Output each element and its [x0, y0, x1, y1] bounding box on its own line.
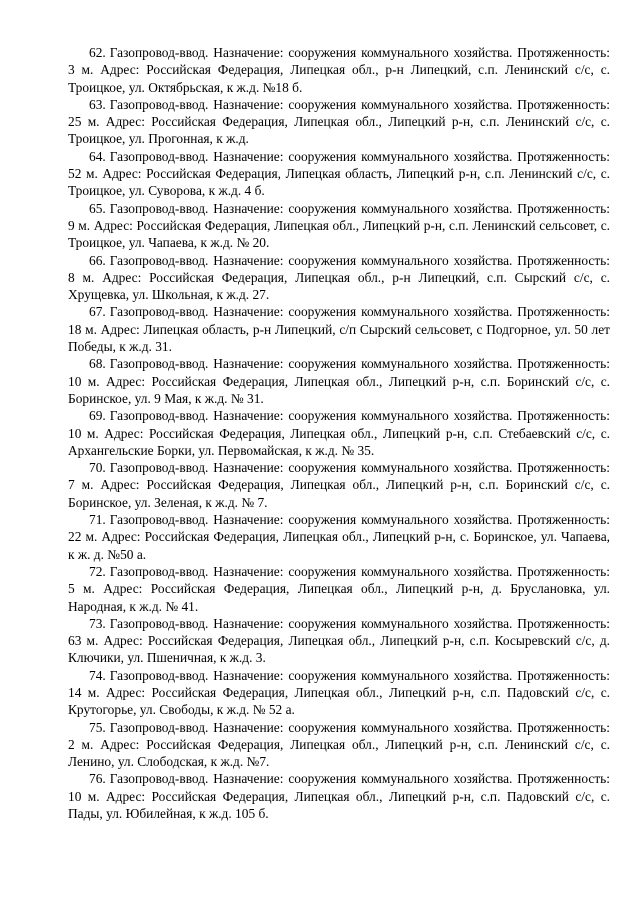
item-text: Газопровод-ввод. Назначение: сооружения коммунального хозяйства. Протяженность: 22 м. Адрес: Российская Федерация, Липецкая обл., Липецкий р-н, с. Боринское, ул. Чапаева, к ж. д. №50 а. [68, 512, 610, 562]
item-text: Газопровод-ввод. Назначение: сооружения коммунального хозяйства. Протяженность: 10 м. Адрес: Российская Федерация, Липецкая обл., Липецкий р-н, с.п. Боринский с/с, с. Боринское, ул. 9 Мая, к ж.д. № 31. [68, 356, 610, 406]
item-number: 72. [89, 563, 106, 579]
item-number: 68. [89, 356, 106, 372]
list-item [68, 200, 610, 252]
list-item [68, 303, 610, 355]
item-text: Газопровод-ввод. Назначение: сооружения коммунального хозяйства. Протяженность: 10 м. Адрес: Российская Федерация, Липецкая обл., Липецкий р-н, с.п. Падовский с/с, с. Пады, ул. Юбилейная, к ж.д. 105 б. [68, 771, 610, 822]
item-text: Газопровод-ввод. Назначение: сооружения коммунального хозяйства. Протяженность: 7 м. Адрес: Российская Федерация, Липецкая обл., Липецкий р-н, с.п. Боринский с/с, с. Боринское, ул. Зеленая, к ж.д. № 7. [68, 460, 610, 510]
list-item [68, 667, 610, 719]
item-number: 76. [89, 771, 106, 787]
list-item [68, 459, 610, 511]
list-item [68, 96, 610, 148]
item-text: Газопровод-ввод. Назначение: сооружения коммунального хозяйства. Протяженность: 9 м. Адрес: Российская Федерация, Липецкая обл., Липецкий р-н, с.п. Ленинский сельсовет, с. Троицкое, ул. Чапаева, к ж.д. № 20. [68, 200, 610, 251]
list-item [68, 44, 610, 96]
item-text: Газопровод-ввод. Назначение: сооружения коммунального хозяйства. Протяженность: 25 м. Адрес: Российская Федерация, Липецкая обл., Липецкий р-н, с.п. Ленинский с/с, с. Троицкое, ул. Прогонная, к ж.д. [68, 96, 610, 147]
list-item [68, 511, 610, 563]
item-number: 64. [89, 148, 106, 164]
item-number: 70. [89, 460, 106, 476]
list-item [68, 355, 610, 407]
item-text: Газопровод-ввод. Назначение: сооружения коммунального хозяйства. Протяженность: 52 м. Адрес: Российская Федерация, Липецкая область, Липецкий р-н, с.п. Ленинский с/с, с. Троицкое, ул. Суворова, к ж.д. 4 б. [68, 148, 610, 199]
item-text: Газопровод-ввод. Назначение: сооружения коммунального хозяйства. Протяженность: 18 м. Адрес: Липецкая область, р-н Липецкий, с/п Сырский сельсовет, с Подгорное, ул. 50 лет Победы, к ж.д. 31. [68, 304, 610, 355]
item-number: 74. [89, 667, 106, 683]
item-text: Газопровод-ввод. Назначение: сооружения коммунального хозяйства. Протяженность: 14 м. Адрес: Российская Федерация, Липецкая обл., Липецкий р-н, с.п. Падовский с/с, с. Крутогорье, ул. Свободы, к ж.д. № 52 а. [68, 667, 610, 718]
item-text: Газопровод-ввод. Назначение: сооружения коммунального хозяйства. Протяженность: 10 м. Адрес: Российская Федерация, Липецкая обл., Липецкий р-н, с.п. Стебаевский с/с, с. Архангельские Борки, ул. Первомайская, к ж.д. № 35. [68, 408, 610, 458]
item-text: Газопровод-ввод. Назначение: сооружения коммунального хозяйства. Протяженность: 3 м. Адрес: Российская Федерация, Липецкая обл., р-н Липецкий, с.п. Ленинский с/с, с. Троицкое, ул. Октябрьская, к ж.д. №18 б. [68, 45, 610, 95]
list-item [68, 770, 610, 822]
item-number: 75. [89, 719, 106, 735]
list-item [68, 148, 610, 200]
item-number: 69. [89, 408, 106, 424]
item-text: Газопровод-ввод. Назначение: сооружения коммунального хозяйства. Протяженность: 2 м. Адрес: Российская Федерация, Липецкая обл., Липецкий р-н, с.п. Ленинский с/с, с. Ленино, ул. Слободская, к ж.д. №7. [68, 719, 610, 770]
item-number: 63. [89, 96, 106, 112]
item-text: Газопровод-ввод. Назначение: сооружения коммунального хозяйства. Протяженность: 63 м. Адрес: Российская Федерация, Липецкая обл., Липецкий р-н, с.п. Косыревский с/с, д. Ключики, ул. Пшеничная, к ж.д. 3. [68, 615, 610, 666]
list-item [68, 563, 610, 615]
item-number: 71. [89, 512, 106, 528]
item-text: Газопровод-ввод. Назначение: сооружения коммунального хозяйства. Протяженность: 8 м. Адрес: Российская Федерация, Липецкая обл., р-н Липецкий, с.п. Сырский с/с, с. Хрущевка, ул. Школьная, к ж.д. 27. [68, 252, 610, 303]
item-number: 62. [89, 45, 106, 60]
list-item [68, 252, 610, 304]
list-item [68, 407, 610, 459]
item-number: 66. [89, 252, 106, 268]
list-item [68, 615, 610, 667]
list-item [68, 719, 610, 771]
item-number: 67. [89, 304, 106, 320]
item-number: 65. [89, 200, 106, 216]
item-text: Газопровод-ввод. Назначение: сооружения коммунального хозяйства. Протяженность: 5 м. Адрес: Российская Федерация, Липецкая обл., Липецкий р-н, д. Брусланoвка, ул. Народная, к ж.д. № 41. [68, 563, 610, 614]
document-page [68, 44, 610, 822]
item-number: 73. [89, 615, 106, 631]
